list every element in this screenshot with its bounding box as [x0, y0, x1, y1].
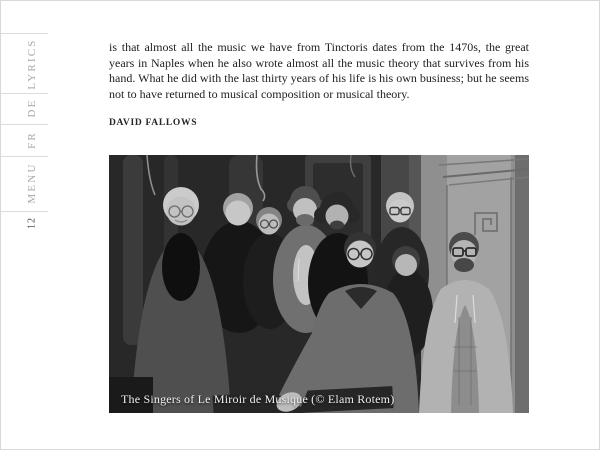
group-photo-illustration	[109, 155, 529, 413]
sidebar-divider	[1, 156, 48, 157]
page-number: 12	[26, 217, 38, 229]
sidebar-item-de[interactable]: DE	[26, 98, 38, 118]
author-credit: DAVID FALLOWS	[109, 118, 198, 128]
group-photo	[109, 155, 529, 413]
sidebar-divider	[1, 124, 48, 125]
article-paragraph: is that almost all the music we have from Tinctoris dates from the 1470s, the great years in Naples when he also wrote almost all the music theory that survives from his hand. What he did with the last thirty years of his life is his own business; but he seems not to have returned to musical composition or musical theory.	[109, 40, 529, 101]
sidebar-item-lyrics[interactable]: LYRICS	[26, 38, 38, 90]
sidebar-item-menu[interactable]: MENU	[26, 162, 38, 204]
sidebar-item-fr[interactable]: FR	[26, 131, 38, 149]
article	[109, 40, 529, 128]
sidebar-divider	[1, 33, 48, 34]
sidebar-divider	[1, 211, 48, 212]
sidebar	[1, 1, 49, 450]
photo-caption: The Singers of Le Miroir de Musique (© Elam Rotem)	[121, 392, 395, 406]
sidebar-divider	[1, 93, 48, 94]
